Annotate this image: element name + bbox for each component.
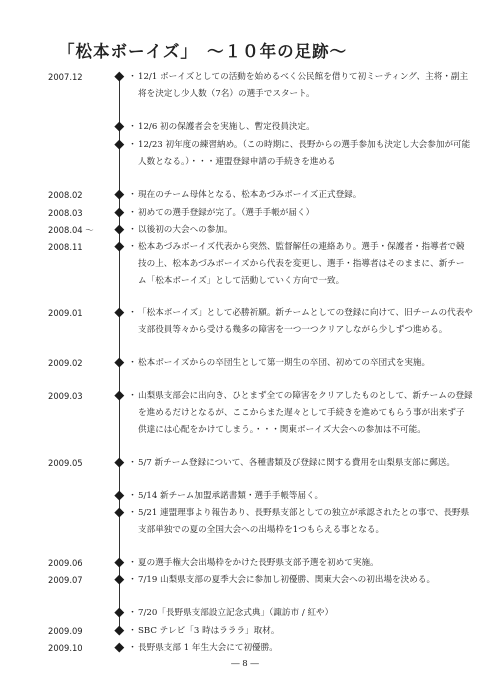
timeline-item [128,505,473,539]
timeline-item [128,239,473,290]
timeline-item [128,187,473,204]
bullet-icon: ・ [128,72,138,82]
bullet-icon: ・ [128,643,138,653]
timeline-item-text: 山梨県支部会に出向き、ひとまず全ての障害をクリアしたものとして、新チームの登録を進めるだけとなるが、ここからまた遅々として手続きを進めてもらう事が出来ず子供達には心配をかけてしまう。・・・関東ボーイズ大会への参加は不可能。 [138,391,473,435]
timeline-item-text: 「松本ボーイズ」として必勝祈願。新チームとしての登録に向けて、旧チームの代表や支部役員等々から受ける幾多の障害を一つ一つクリアしながら少しずつ進める。 [138,308,473,335]
diamond-marker-icon [114,575,123,584]
timeline-date: 2008.03 [48,208,83,218]
timeline-date: 2009.01 [48,308,83,318]
timeline-date: 2009.03 [48,391,83,401]
bullet-icon: ・ [128,308,138,318]
timeline-item [128,455,473,472]
diamond-marker-icon [114,242,123,251]
timeline-item-text: 夏の選手権大会出場枠をかけた長野県支部予選を初めて実施。 [138,558,379,568]
bullet-icon: ・ [128,190,138,200]
timeline-item-text: 現在のチーム母体となる、松本あづみボーイズ正式登録。 [138,190,362,200]
timeline-date: 2009.05 [48,458,83,468]
diamond-marker-icon [114,308,123,317]
timeline-item-text: 以後初の大会への参加。 [138,225,233,235]
page-number: ― 8 ― [231,659,259,669]
timeline-date: 2007.12 [48,72,83,82]
timeline-item-text: 5/7 新チーム登録について、各種書類及び登録に関する費用を山梨県支部に郵送。 [138,458,456,468]
timeline-item [128,640,473,657]
diamond-marker-icon [114,140,123,149]
diamond-marker-icon [114,358,123,367]
bullet-icon: ・ [128,208,138,218]
bullet-icon: ・ [128,225,138,235]
diamond-marker-icon [114,558,123,567]
timeline-date: 2009.06 [48,558,83,568]
bullet-icon: ・ [128,242,138,252]
timeline-item-text: 12/6 初の保護者会を実施し、暫定役員決定。 [138,122,315,132]
timeline-date: 2008.04 ～ [48,225,94,235]
diamond-marker-icon [114,72,123,81]
diamond-marker-icon [114,608,123,617]
bullet-icon: ・ [128,558,138,568]
bullet-icon: ・ [128,508,138,518]
timeline-item [128,305,473,339]
timeline-item-text: 長野県支部 1 年生大会にて初優勝。 [138,643,278,653]
timeline-item-text: 7/19 山梨県支部の夏季大会に参加し初優勝、関東大会への初出場を決める。 [138,575,436,585]
timeline-item [128,355,473,372]
timeline-date: 2008.11 [48,242,83,252]
timeline-line [119,76,120,631]
timeline-item-text: 12/23 初年度の練習納め。（この時期に、長野からの選手参加も決定し大会参加が可能人数となる。）・・・連盟登録申請の手続きを進める [138,140,471,167]
timeline-item-text: 12/1 ボーイズとしての活動を始めるべく公民館を借りて初ミーティング、主将・副主将を決定し少人数（7名）の選手でスタート。 [138,72,469,99]
bullet-icon: ・ [128,491,138,501]
timeline-date: 2009.02 [48,358,83,368]
timeline-item [128,605,473,622]
diamond-marker-icon [114,225,123,234]
timeline-item [128,119,473,136]
timeline-date: 2008.02 [48,190,83,200]
timeline-item-text: SBC テレビ「3 時はラララ」取材。 [138,626,280,636]
timeline-item-text: 7/20「長野県支部設立記念式典」（諏訪市 / 紅や） [138,608,334,618]
timeline-item [128,572,473,589]
diamond-marker-icon [114,208,123,217]
bullet-icon: ・ [128,140,138,150]
timeline-item [128,137,473,171]
bullet-icon: ・ [128,458,138,468]
timeline-item [128,623,473,640]
diamond-marker-icon [114,643,123,652]
timeline-date: 2009.07 [48,575,83,585]
timeline-item-text: 松本あづみボーイズ代表から突然、監督解任の連絡あり。選手・保護者・指導者で競技の上、松本あづみボーイズから代表を変更し、選手・指導者はそのままに、新チーム「松本ボーイズ」として活動していく方向で一致。 [138,242,465,286]
timeline-item [128,488,473,505]
timeline-item-text: 初めての選手登録が完了。（選手手帳が届く） [138,208,315,218]
diamond-marker-icon [114,122,123,131]
bullet-icon: ・ [128,122,138,132]
timeline-item [128,69,473,103]
diamond-marker-icon [114,391,123,400]
bullet-icon: ・ [128,626,138,636]
timeline-item [128,555,473,572]
diamond-marker-icon [114,491,123,500]
diamond-marker-icon [114,190,123,199]
page-title: 「松本ボーイズ」 ～１０年の足跡～ [58,42,348,61]
timeline-date: 2009.09 [48,626,83,636]
bullet-icon: ・ [128,575,138,585]
timeline-item [128,388,473,439]
timeline-item-text: 5/14 新チーム加盟承諾書類・選手手帳等届く。 [138,491,324,501]
diamond-marker-icon [114,508,123,517]
timeline-item-text: 5/21 連盟理事より報告あり、長野県支部としての独立が承認されたとの事で、長野県支部単独での夏の全国大会への出場枠を1つもらえる事となる。 [138,508,470,535]
bullet-icon: ・ [128,391,138,401]
bullet-icon: ・ [128,358,138,368]
timeline-date: 2009.10 [48,643,83,653]
timeline-item [128,222,473,239]
diamond-marker-icon [114,458,123,467]
timeline-item-text: 松本ボーイズからの卒団生として第一期生の卒団、初めての卒団式を実施。 [138,358,431,368]
diamond-marker-icon [114,626,123,635]
bullet-icon: ・ [128,608,138,618]
timeline-item [128,205,473,222]
